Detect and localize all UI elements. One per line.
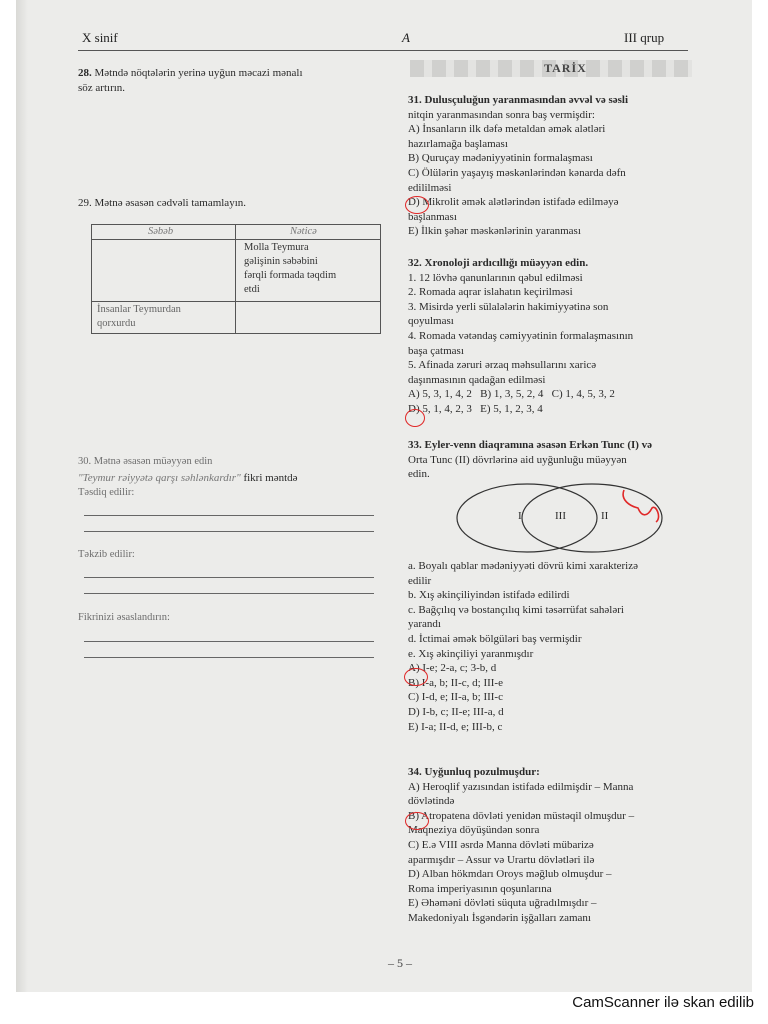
q32-options-de: D) 5, 1, 4, 2, 3 E) 5, 1, 2, 3, 4: [408, 402, 543, 415]
q33-stem-1: 33. Eyler-venn diaqramına əsasən Erkən Tunc (I) və: [408, 439, 653, 451]
venn-label-right: II: [601, 510, 609, 522]
q32-item-2: 2. Romada aqrar islahatın keçirilməsi: [408, 286, 573, 299]
q29-table-row-line: [92, 301, 380, 302]
q32-block: [408, 256, 633, 417]
venn-circle-middle-bronze: [522, 484, 662, 552]
q29-row1-line-2: gəlişinin səbəbini: [244, 256, 318, 267]
q29-row1-line-1: Molla Teymura: [244, 242, 309, 253]
q30-refuted-line-2: [84, 593, 374, 594]
q34-option-d: D) Alban hökmdarı Oroys məğlub olmuşdur –: [408, 868, 612, 881]
q31-stem-2: nitqin yaranmasından sonra baş vermişdir:: [408, 108, 595, 121]
q28-number: 28.: [78, 67, 92, 79]
q33-option-d: D) I-b, c; II-e; III-a, d: [408, 705, 504, 718]
q33-item-d: d. İctimai əmək bölgüləri baş vermişdir: [408, 632, 582, 645]
header-left: X sinif: [82, 30, 118, 45]
q32-options-abc: A) 5, 3, 1, 4, 2 B) 1, 3, 5, 2, 4 C) 1, 4, 5, 3, 2: [408, 388, 615, 401]
q33-option-e: E) I-a; II-d, e; III-b, c: [408, 720, 503, 733]
q30-confirmed-line-1: [84, 515, 374, 516]
q33-option-c: C) I-d, e; II-a, b; III-c: [408, 691, 503, 704]
q34-option-e-cont: Makedoniyalı İsgəndərin işğalları zamanı: [408, 911, 591, 924]
q32-answer-mark: [405, 409, 425, 427]
q33-stem-2: Orta Tunc (II) dövrlərinə aid uyğunluğu müəyyən: [408, 453, 627, 466]
venn-diagram: [452, 478, 682, 554]
q32-item-5-cont: daşınmasının qadağan edilməsi: [408, 373, 546, 386]
scanned-page: [16, 0, 752, 992]
q32-item-5: 5. Afinada zəruri ərzaq məhsullarını xaricə: [408, 359, 597, 372]
q30-refuted-label: Təkzib edilir:: [78, 549, 135, 560]
q30-confirmed-line-2: [84, 531, 374, 532]
q33-answer-mark: [404, 668, 428, 686]
q31-option-c-cont: edililməsi: [408, 181, 452, 194]
q33-option-b: B) I-a, b; II-c, d; III-e: [408, 676, 503, 689]
q31-answer-mark: [405, 196, 429, 214]
q33-item-a: a. Boyalı qablar mədəniyyəti dövrü kimi xarakterizə: [408, 560, 639, 572]
q29-table-column-line: [235, 225, 236, 333]
q34-option-d-cont: Roma imperiyasının qoşunlarına: [408, 882, 552, 895]
q34-option-a-cont: dövlətində: [408, 795, 455, 808]
q30-title: 30. Mətnə əsasən müəyyən edin: [78, 456, 213, 467]
q30-justify-label: Fikrinizi əsaslandırın:: [78, 612, 170, 623]
q33-item-c-cont: yarandı: [408, 618, 441, 631]
q34-option-a: A) Heroqlif yazısından istifadə edilmişdir – Manna: [408, 780, 634, 793]
q34-block: [408, 765, 634, 926]
q31-option-d: D) Mikrolit əmək alətlərindən istifadə edilməyə: [408, 196, 619, 209]
q31-option-a-cont: hazırlamağa başlaması: [408, 137, 508, 150]
scanner-footer: CamScanner ilə skan edilib: [572, 994, 754, 1011]
header-right: III qrup: [624, 30, 665, 45]
q29-table: [91, 224, 381, 334]
q31-block: [408, 93, 628, 239]
q29-row1-line-3: fərqli formada təqdim: [244, 270, 337, 281]
q33-option-a: A) I-e; 2-a, c; 3-b, d: [408, 662, 497, 675]
q33-item-e: e. Xış əkinçiliyi yaranmışdır: [408, 647, 534, 660]
q33-stem-3: edin.: [408, 468, 430, 481]
q29-row2-cause: [97, 303, 181, 331]
q33-item-a-cont: edilir: [408, 574, 432, 587]
q34-option-e: E) Əhəməni dövləti süquta uğradılmışdır –: [408, 897, 597, 910]
header-center: A: [402, 30, 410, 45]
q32-item-3: 3. Misirdə yerli sülalələrin hakimiyyətinə son: [408, 300, 609, 313]
page-number: – 5 –: [388, 956, 412, 970]
q31-option-a: A) İnsanların ilk dəfə metaldan əmək alətləri: [408, 123, 606, 136]
q31-option-e: E) İlkin şəhər məskənlərinin yaranması: [408, 225, 581, 238]
venn-circle-early-bronze: [457, 484, 597, 552]
q28-line-1: Mətndə nöqtələrin yerinə uyğun məcazi mənalı: [94, 67, 303, 79]
q34-answer-mark: [405, 812, 429, 830]
q30-confirmed-label: Təsdiq edilir:: [78, 487, 135, 498]
q32-item-4: 4. Romada vətəndaş cəmiyyətinin formalaşmasının: [408, 329, 634, 342]
q28-text: [78, 66, 303, 95]
q28-line-2: söz artırın.: [78, 81, 126, 94]
q30-quote: "Teymur rəiyyətə qarşı səhlənkardır": [78, 472, 241, 484]
q33-stem: [408, 438, 652, 482]
q32-item-1: 1. 12 lövhə qanunlarının qəbul edilməsi: [408, 271, 583, 284]
header-rule: [78, 50, 688, 51]
q32-item-3-cont: qoyulması: [408, 315, 454, 328]
q30-refuted-line-1: [84, 577, 374, 578]
q29-title: 29. Mətnə əsasən cədvəli tamamlayın.: [78, 197, 246, 209]
q31-option-d-cont: başlanması: [408, 210, 457, 223]
q31-option-b: B) Quruçay mədəniyyətinin formalaşması: [408, 152, 593, 165]
q32-item-4-cont: başa çatması: [408, 344, 464, 357]
q30-justify-line-2: [84, 657, 374, 658]
q34-option-c-cont: aparmışdır – Assur və Urartu dövlətləri ilə: [408, 853, 595, 866]
q29-row1-line-4: etdi: [244, 284, 260, 295]
q34-option-c: C) E.ə VIII əsrdə Manna dövləti mübarizə: [408, 838, 594, 851]
q29-row1-result: [244, 241, 336, 297]
q30-quote-suffix: fikri məntdə: [240, 472, 298, 484]
q31-stem-1: 31. Dulusçuluğun yaranmasından əvvəl və səsli: [408, 94, 629, 106]
section-title: TARİX: [544, 61, 587, 75]
q33-item-b: b. Xış əkinçiliyindən istifadə edilirdi: [408, 589, 570, 602]
q34-option-b: B) Atropatena dövləti yenidən müstəqil olmuşdur –: [408, 809, 635, 822]
q29-table-header-line: [92, 239, 380, 240]
q32-stem: 32. Xronoloji ardıcıllığı müəyyən edin.: [408, 257, 589, 269]
q33-item-c: c. Bağçılıq və bostançılıq kimi təsərrüfat sahələri: [408, 603, 624, 616]
q34-option-b-cont: Maqneziya döyüşündən sonra: [408, 824, 540, 837]
venn-handwritten-mark: [623, 490, 658, 522]
q34-stem: 34. Uyğunluq pozulmuşdur:: [408, 766, 540, 778]
q29-col1-header: Səbəb: [148, 226, 174, 237]
q33-options: [408, 559, 638, 734]
q29-row2-line-1: İnsanlar Teymurdan: [97, 304, 181, 315]
venn-label-middle: III: [555, 510, 566, 522]
q31-option-c: C) Ölülərin yaşayış məskənlərindən kənarda dəfn: [408, 166, 626, 179]
q29-row2-line-2: qorxurdu: [97, 318, 136, 329]
q30-quote-line: [78, 471, 298, 486]
q29-col2-header: Nəticə: [290, 226, 317, 237]
venn-label-left: I: [518, 510, 522, 522]
q30-justify-line-1: [84, 641, 374, 642]
